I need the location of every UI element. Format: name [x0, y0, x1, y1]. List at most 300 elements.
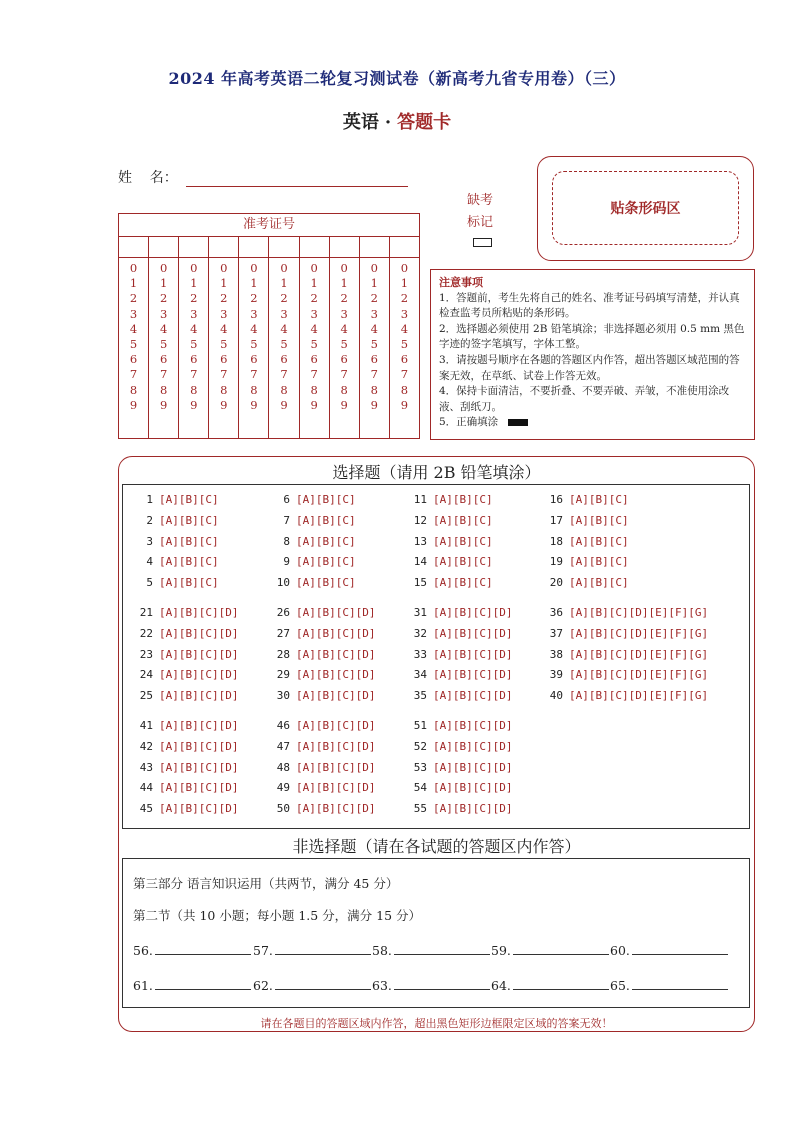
- answer-options[interactable]: [A][B][C]: [569, 513, 629, 527]
- choice-answer-box: [122, 484, 750, 829]
- digit-bubble[interactable]: 3: [370, 306, 378, 321]
- digit-bubble[interactable]: 4: [190, 321, 198, 336]
- answer-options[interactable]: [A][B][C][D]: [433, 719, 513, 732]
- digit-bubble[interactable]: 8: [190, 382, 198, 397]
- digit-bubble[interactable]: 6: [370, 352, 378, 367]
- digit-bubble[interactable]: 9: [280, 397, 288, 412]
- digit-bubble[interactable]: 3: [129, 306, 138, 321]
- question-number: 6: [283, 493, 290, 506]
- digit-bubbles: [119, 258, 148, 413]
- choice-question[interactable]: [405, 740, 512, 753]
- exam-id-label: 准考证号: [119, 214, 419, 237]
- answer-options[interactable]: [A][B][C][D]: [433, 739, 513, 753]
- answer-options[interactable]: [A][B][C][D]: [433, 647, 513, 661]
- blank-line[interactable]: [394, 977, 490, 990]
- answer-blank[interactable]: [133, 977, 251, 993]
- digit-bubble[interactable]: 1: [280, 276, 288, 291]
- exam-id-grid: [118, 213, 420, 439]
- answer-options[interactable]: [A][B][C][D]: [296, 739, 376, 753]
- digit-bubble[interactable]: 4: [370, 321, 378, 336]
- digit-bubble[interactable]: 9: [370, 397, 378, 412]
- choice-question[interactable]: [131, 689, 238, 702]
- choice-question[interactable]: [405, 555, 493, 568]
- digit-bubble[interactable]: 0: [340, 261, 348, 275]
- blank-number: 65.: [610, 978, 630, 993]
- answer-options[interactable]: [A][B][C]: [569, 555, 629, 569]
- choice-question[interactable]: [131, 761, 238, 774]
- blank-line[interactable]: [275, 942, 371, 955]
- question-number: 49: [276, 781, 290, 795]
- part-heading: 第三部分 语言知识运用（共两节，满分 45 分）: [133, 876, 399, 891]
- blank-line[interactable]: [155, 977, 251, 990]
- digit-bubble[interactable]: 7: [190, 367, 198, 382]
- digit-bubble[interactable]: 1: [129, 276, 138, 291]
- digit-bubble[interactable]: 1: [370, 276, 378, 291]
- question-number: 7: [283, 513, 290, 527]
- digit-bubble[interactable]: 4: [340, 321, 348, 336]
- digit-bubble[interactable]: 2: [400, 291, 409, 306]
- absent-label-line1: 缺考: [466, 193, 493, 208]
- choice-question[interactable]: [131, 576, 219, 589]
- digit-bubble[interactable]: 5: [280, 337, 288, 352]
- digit-bubble[interactable]: 0: [250, 261, 258, 275]
- digit-bubble[interactable]: 9: [250, 397, 258, 412]
- answer-options[interactable]: [A][B][C]: [159, 493, 219, 506]
- digit-bubble[interactable]: 7: [310, 367, 318, 382]
- digit-bubble[interactable]: 9: [129, 397, 138, 412]
- exam-id-write-cell[interactable]: [179, 237, 208, 258]
- choice-question[interactable]: [405, 514, 493, 527]
- digit-bubble[interactable]: 7: [370, 367, 378, 382]
- choice-question[interactable]: [131, 606, 238, 619]
- notice-item-fill-example: [439, 415, 746, 431]
- answer-options[interactable]: [A][B][C][D]: [159, 647, 239, 661]
- question-number: 21: [139, 606, 153, 619]
- exam-id-write-cell[interactable]: [390, 237, 419, 258]
- digit-bubble[interactable]: 4: [129, 321, 138, 336]
- answer-options[interactable]: [A][B][C][D]: [433, 689, 513, 703]
- choice-question[interactable]: [405, 606, 512, 619]
- digit-bubble[interactable]: 3: [220, 306, 228, 321]
- exam-id-write-cell[interactable]: [269, 237, 298, 258]
- answer-options[interactable]: [A][B][C][D]: [296, 760, 376, 774]
- digit-bubble[interactable]: 2: [250, 291, 258, 306]
- choice-question[interactable]: [541, 576, 629, 589]
- exam-id-column: [179, 237, 209, 439]
- choice-question[interactable]: [405, 627, 512, 640]
- choice-question[interactable]: [268, 761, 375, 774]
- choice-question[interactable]: [268, 668, 375, 681]
- answer-options[interactable]: [A][B][C]: [296, 513, 356, 527]
- choice-question[interactable]: [131, 555, 219, 568]
- blank-number: 63.: [372, 978, 392, 993]
- question-number: 2: [146, 513, 153, 527]
- choice-question[interactable]: [541, 648, 708, 661]
- question-number: 13: [413, 534, 427, 548]
- question-number: 10: [276, 576, 290, 590]
- answer-options[interactable]: [A][B][C]: [433, 534, 493, 548]
- digit-bubble[interactable]: 1: [190, 276, 198, 291]
- question-number: 54: [413, 781, 427, 795]
- digit-bubble[interactable]: 5: [190, 337, 198, 352]
- digit-bubble[interactable]: 8: [340, 382, 348, 397]
- answer-options[interactable]: [A][B][C][D]: [433, 781, 513, 795]
- answer-options[interactable]: [A][B][C]: [433, 513, 493, 527]
- question-number: 52: [413, 739, 427, 753]
- question-number: 8: [283, 534, 290, 548]
- answer-options[interactable]: [A][B][C][D][E][F][G]: [569, 606, 709, 619]
- question-number: 26: [276, 606, 290, 619]
- choice-question[interactable]: [131, 627, 238, 640]
- digit-bubble[interactable]: 4: [280, 321, 288, 336]
- choice-question[interactable]: [405, 648, 512, 661]
- digit-bubble[interactable]: 6: [310, 352, 318, 367]
- answer-options[interactable]: [A][B][C]: [159, 555, 219, 569]
- digit-bubble[interactable]: 7: [280, 367, 288, 382]
- answer-options[interactable]: [A][B][C][D]: [159, 760, 239, 774]
- choice-question[interactable]: [268, 781, 375, 794]
- digit-bubble[interactable]: 6: [190, 352, 198, 367]
- question-number: 9: [283, 555, 290, 569]
- digit-bubble[interactable]: 6: [280, 352, 288, 367]
- choice-question[interactable]: [405, 781, 512, 794]
- blank-line[interactable]: [155, 942, 251, 955]
- choice-question[interactable]: [268, 627, 375, 640]
- choice-question[interactable]: [131, 648, 238, 661]
- exam-id-write-cell[interactable]: [149, 237, 178, 258]
- choice-question[interactable]: [131, 668, 238, 681]
- answer-blank[interactable]: [610, 977, 728, 993]
- answer-options[interactable]: [A][B][C][D]: [159, 626, 239, 640]
- answer-blank[interactable]: [610, 942, 728, 958]
- answer-options[interactable]: [A][B][C]: [433, 576, 493, 590]
- digit-bubble[interactable]: 8: [220, 382, 228, 397]
- choice-question[interactable]: [405, 493, 493, 506]
- choice-question[interactable]: [268, 648, 375, 661]
- digit-bubble[interactable]: 7: [129, 367, 138, 382]
- answer-options[interactable]: [A][B][C][D]: [296, 689, 376, 703]
- digit-bubble[interactable]: 2: [190, 291, 198, 306]
- question-number: 55: [413, 802, 427, 816]
- digit-bubble[interactable]: 5: [220, 337, 228, 352]
- choice-question[interactable]: [268, 514, 356, 527]
- exam-id-write-cell[interactable]: [119, 237, 148, 258]
- digit-bubble[interactable]: 0: [220, 261, 228, 275]
- digit-bubble[interactable]: 4: [400, 321, 409, 336]
- question-number: 29: [276, 668, 290, 682]
- notice-box: [430, 269, 755, 440]
- answer-options[interactable]: [A][B][C]: [296, 493, 356, 506]
- answer-blank[interactable]: [372, 977, 490, 993]
- notice-item: 4．保持卡面清洁，不要折叠、不要弄破、弄皱，不准使用涂改液、刮纸刀。: [439, 385, 730, 413]
- choice-question[interactable]: [131, 493, 219, 506]
- answer-blank[interactable]: [491, 942, 609, 958]
- answer-options[interactable]: [A][B][C]: [296, 555, 356, 569]
- digit-bubble[interactable]: 3: [190, 306, 198, 321]
- choice-question[interactable]: [541, 689, 708, 702]
- answer-options[interactable]: [A][B][C]: [159, 576, 219, 590]
- answer-options[interactable]: [A][B][C][D]: [296, 719, 376, 732]
- digit-bubble[interactable]: 2: [310, 291, 318, 306]
- choice-question[interactable]: [405, 668, 512, 681]
- answer-options[interactable]: [A][B][C][D]: [296, 668, 376, 682]
- answer-options[interactable]: [A][B][C][D]: [296, 606, 376, 619]
- blank-line[interactable]: [632, 942, 728, 955]
- digit-bubble[interactable]: 6: [220, 352, 228, 367]
- digit-bubble[interactable]: 1: [220, 276, 228, 291]
- choice-question[interactable]: [131, 535, 219, 548]
- choice-question[interactable]: [268, 802, 375, 815]
- exam-id-column: [149, 237, 179, 439]
- digit-bubbles: [360, 258, 389, 413]
- digit-bubble[interactable]: 0: [190, 261, 198, 275]
- exam-id-write-cell[interactable]: [360, 237, 389, 258]
- answer-options[interactable]: [A][B][C][D][E][F][G]: [569, 626, 709, 640]
- digit-bubble[interactable]: 2: [220, 291, 228, 306]
- choice-question[interactable]: [268, 493, 356, 506]
- digit-bubble[interactable]: 9: [159, 397, 168, 412]
- digit-bubble[interactable]: 0: [129, 261, 138, 275]
- digit-bubble[interactable]: 0: [310, 261, 318, 275]
- answer-options[interactable]: [A][B][C][D]: [159, 802, 239, 816]
- question-number: 42: [139, 739, 153, 753]
- answer-blank[interactable]: [253, 977, 371, 993]
- choice-question[interactable]: [131, 719, 238, 732]
- digit-bubble[interactable]: 7: [340, 367, 348, 382]
- choice-question[interactable]: [405, 719, 512, 732]
- choice-question[interactable]: [268, 535, 356, 548]
- question-number: 46: [276, 719, 290, 732]
- answer-options[interactable]: [A][B][C][D]: [296, 802, 376, 816]
- digit-bubble[interactable]: 9: [220, 397, 228, 412]
- answer-blank[interactable]: [253, 942, 371, 958]
- question-number: 41: [139, 719, 153, 732]
- choice-question[interactable]: [541, 668, 708, 681]
- digit-bubble[interactable]: 2: [340, 291, 348, 306]
- digit-bubble[interactable]: 2: [159, 291, 168, 306]
- question-number: 35: [413, 689, 427, 703]
- blank-number: 60.: [610, 943, 630, 958]
- answer-options[interactable]: [A][B][C][D]: [433, 668, 513, 682]
- page-title: 2024 年高考英语二轮复习测试卷（新高考九省专用卷）（三）: [168, 69, 626, 88]
- digit-bubble[interactable]: 3: [159, 306, 168, 321]
- choice-question[interactable]: [268, 740, 375, 753]
- digit-bubble[interactable]: 3: [400, 306, 409, 321]
- choice-section-title: 选择题（请用 2B 铅笔填涂）: [332, 463, 541, 482]
- question-number: 40: [549, 689, 563, 703]
- answer-options[interactable]: [A][B][C][D]: [159, 781, 239, 795]
- answer-options[interactable]: [A][B][C][D]: [433, 606, 513, 619]
- question-number: 30: [276, 689, 290, 703]
- notice-item: 1．答题前，考生先将自己的姓名、准考证号码填写清楚，并认真检查监考员所粘贴的条形码。: [439, 291, 740, 320]
- digit-bubble[interactable]: 5: [400, 337, 409, 352]
- absent-checkbox[interactable]: [473, 238, 492, 247]
- digit-bubble[interactable]: 1: [400, 276, 409, 291]
- digit-bubble[interactable]: 3: [280, 306, 288, 321]
- digit-bubble[interactable]: 3: [310, 306, 318, 321]
- digit-bubble[interactable]: 5: [250, 337, 258, 352]
- answer-options[interactable]: [A][B][C][D]: [159, 668, 239, 682]
- question-number: 34: [413, 668, 427, 682]
- digit-bubble[interactable]: 7: [400, 367, 409, 382]
- choice-question[interactable]: [405, 535, 493, 548]
- filled-mark-sample: [508, 419, 528, 426]
- digit-bubble[interactable]: 4: [310, 321, 318, 336]
- digit-bubble[interactable]: 6: [400, 352, 409, 367]
- exam-id-write-cell[interactable]: [300, 237, 329, 258]
- answer-options[interactable]: [A][B][C]: [159, 534, 219, 548]
- choice-question[interactable]: [405, 576, 493, 589]
- answer-options[interactable]: [A][B][C]: [433, 493, 493, 506]
- exam-id-write-cell[interactable]: [330, 237, 359, 258]
- question-number: 50: [276, 802, 290, 816]
- digit-bubble[interactable]: 4: [159, 321, 168, 336]
- barcode-area: [537, 156, 754, 261]
- answer-options[interactable]: [A][B][C][D]: [433, 802, 513, 816]
- choice-question[interactable]: [268, 576, 356, 589]
- choice-question[interactable]: [131, 802, 238, 815]
- answer-options[interactable]: [A][B][C]: [569, 576, 629, 590]
- answer-options[interactable]: [A][B][C]: [159, 513, 219, 527]
- choice-question[interactable]: [541, 555, 629, 568]
- choice-question[interactable]: [541, 535, 629, 548]
- digit-bubble[interactable]: 6: [129, 352, 138, 367]
- choice-question[interactable]: [131, 514, 219, 527]
- question-number: 33: [413, 647, 427, 661]
- blank-line[interactable]: [394, 942, 490, 955]
- digit-bubble[interactable]: 4: [250, 321, 258, 336]
- digit-bubble[interactable]: 2: [280, 291, 288, 306]
- answer-options[interactable]: [A][B][C][D][E][F][G]: [569, 647, 709, 661]
- question-number: 16: [549, 493, 563, 506]
- digit-bubble[interactable]: 9: [310, 397, 318, 412]
- answer-blank[interactable]: [491, 977, 609, 993]
- choice-question[interactable]: [541, 606, 708, 619]
- digit-bubble[interactable]: 2: [129, 291, 138, 306]
- choice-question[interactable]: [268, 606, 375, 619]
- digit-bubble[interactable]: 5: [310, 337, 318, 352]
- choice-question[interactable]: [268, 555, 356, 568]
- digit-bubble[interactable]: 9: [340, 397, 348, 412]
- answer-options[interactable]: [A][B][C][D]: [296, 626, 376, 640]
- exam-id-write-cell[interactable]: [209, 237, 238, 258]
- digit-bubble[interactable]: 5: [370, 337, 378, 352]
- digit-bubble[interactable]: 1: [250, 276, 258, 291]
- exam-id-column: [360, 237, 390, 439]
- digit-bubble[interactable]: 8: [159, 382, 168, 397]
- blank-line[interactable]: [513, 977, 609, 990]
- choice-question[interactable]: [405, 689, 512, 702]
- question-number: 4: [146, 555, 153, 569]
- name-label: 姓 名：: [118, 170, 178, 186]
- digit-bubble[interactable]: 6: [340, 352, 348, 367]
- blank-number: 57.: [253, 943, 273, 958]
- choice-question[interactable]: [405, 802, 512, 815]
- digit-bubble[interactable]: 8: [370, 382, 378, 397]
- answer-options[interactable]: [A][B][C]: [569, 493, 629, 506]
- digit-bubble[interactable]: 9: [190, 397, 198, 412]
- blank-line[interactable]: [632, 977, 728, 990]
- exam-id-write-cell[interactable]: [239, 237, 268, 258]
- digit-bubble[interactable]: 1: [159, 276, 168, 291]
- digit-bubble[interactable]: 2: [370, 291, 378, 306]
- blank-line[interactable]: [513, 942, 609, 955]
- answer-blank[interactable]: [133, 942, 251, 958]
- digit-bubble[interactable]: 7: [159, 367, 168, 382]
- answer-options[interactable]: [A][B][C][D]: [433, 626, 513, 640]
- choice-question[interactable]: [131, 740, 238, 753]
- choice-question[interactable]: [131, 781, 238, 794]
- choice-question[interactable]: [268, 719, 375, 732]
- digit-bubble[interactable]: 7: [250, 367, 258, 382]
- digit-bubble[interactable]: 5: [340, 337, 348, 352]
- digit-bubble[interactable]: 8: [250, 382, 258, 397]
- digit-bubble[interactable]: 0: [370, 261, 378, 275]
- digit-bubble[interactable]: 1: [310, 276, 318, 291]
- digit-bubble[interactable]: 6: [250, 352, 258, 367]
- digit-bubble[interactable]: 9: [400, 397, 409, 412]
- question-number: 23: [139, 647, 153, 661]
- digit-bubble[interactable]: 0: [400, 261, 409, 275]
- choice-question[interactable]: [541, 627, 708, 640]
- question-number: 38: [549, 647, 563, 661]
- answer-options[interactable]: [A][B][C][D]: [296, 647, 376, 661]
- answer-options[interactable]: [A][B][C][D][E][F][G]: [569, 689, 709, 703]
- question-number: 28: [276, 647, 290, 661]
- name-input-line[interactable]: [186, 170, 408, 187]
- answer-options[interactable]: [A][B][C]: [296, 576, 356, 590]
- digit-bubble[interactable]: 6: [159, 352, 168, 367]
- answer-options[interactable]: [A][B][C][D]: [159, 739, 239, 753]
- answer-options[interactable]: [A][B][C][D][E][F][G]: [569, 668, 709, 682]
- choice-question[interactable]: [541, 493, 629, 506]
- footer-warning: 请在各题目的答题区域内作答，超出黑色矩形边框限定区域的答案无效！: [260, 1017, 613, 1030]
- digit-bubble[interactable]: 5: [159, 337, 168, 352]
- digit-bubble[interactable]: 3: [250, 306, 258, 321]
- exam-id-column: [330, 237, 360, 439]
- choice-question[interactable]: [268, 689, 375, 702]
- answer-options[interactable]: [A][B][C]: [433, 555, 493, 569]
- exam-id-column: [269, 237, 299, 439]
- answer-options[interactable]: [A][B][C][D]: [159, 689, 239, 703]
- digit-bubble[interactable]: 8: [400, 382, 409, 397]
- digit-bubble[interactable]: 5: [129, 337, 138, 352]
- answer-options[interactable]: [A][B][C]: [296, 534, 356, 548]
- choice-question[interactable]: [405, 761, 512, 774]
- answer-blank[interactable]: [372, 942, 490, 958]
- digit-bubble[interactable]: 1: [340, 276, 348, 291]
- answer-options[interactable]: [A][B][C][D]: [159, 606, 239, 619]
- digit-bubble[interactable]: 0: [159, 261, 168, 275]
- answer-options[interactable]: [A][B][C][D]: [296, 781, 376, 795]
- blank-line[interactable]: [275, 977, 371, 990]
- digit-bubble[interactable]: 8: [280, 382, 288, 397]
- nonchoice-section-title: 非选择题（请在各试题的答题区内作答）: [292, 837, 581, 856]
- digit-bubble[interactable]: 8: [310, 382, 318, 397]
- notice-item: 3．请按题号顺序在各题的答题区内作答，超出答题区域范围的答案无效，在草纸、试卷上作答无效。: [439, 353, 740, 382]
- question-number: 3: [146, 534, 153, 548]
- answer-options[interactable]: [A][B][C][D]: [159, 719, 239, 732]
- digit-bubble[interactable]: 3: [340, 306, 348, 321]
- digit-bubble[interactable]: 7: [220, 367, 228, 382]
- digit-bubble[interactable]: 0: [280, 261, 288, 275]
- nonchoice-answer-box: [122, 858, 750, 1008]
- choice-question[interactable]: [541, 514, 629, 527]
- digit-bubble[interactable]: 8: [129, 382, 138, 397]
- answer-options[interactable]: [A][B][C]: [569, 534, 629, 548]
- digit-bubble[interactable]: 4: [220, 321, 228, 336]
- answer-options[interactable]: [A][B][C][D]: [433, 760, 513, 774]
